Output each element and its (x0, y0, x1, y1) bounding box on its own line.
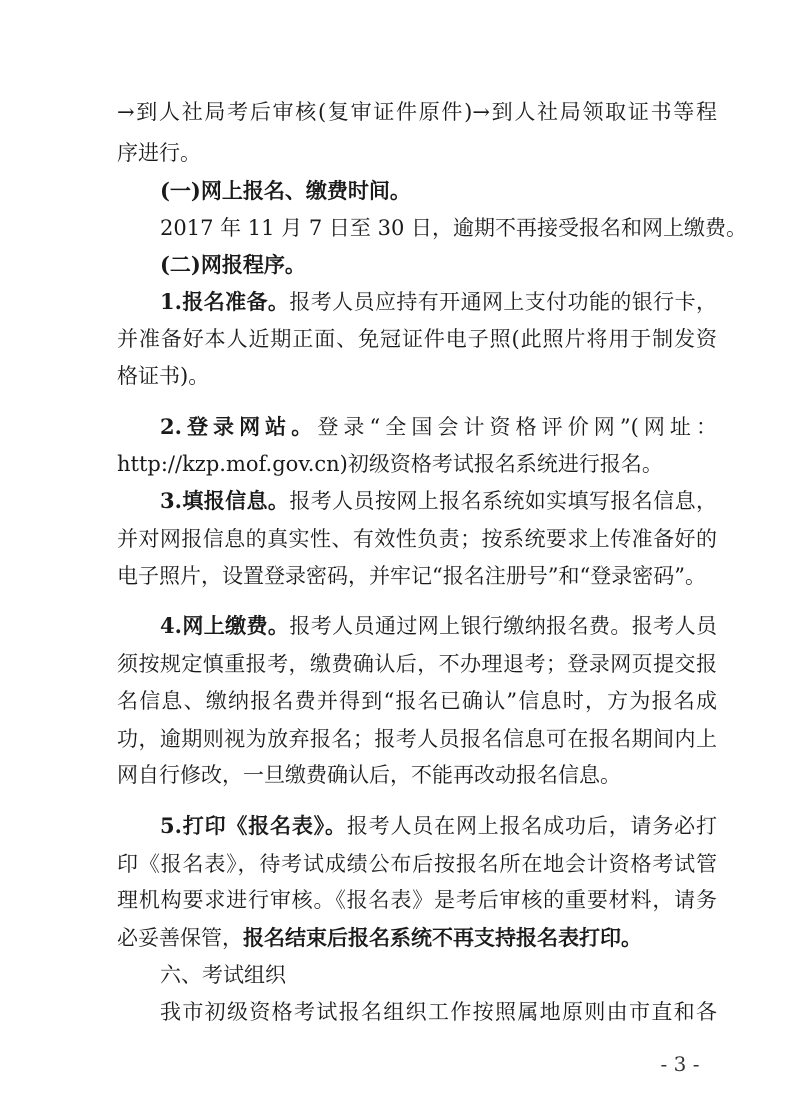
item-text: 报考人员通过网上银行缴纳报名费。报考人员 (289, 614, 717, 639)
page-number: - 3 - (660, 1052, 700, 1076)
item-lead: 3.填报信息。 (160, 488, 290, 514)
text-line: 并对网报信息的真实性、有效性负责；按系统要求上传准备好的 (117, 526, 717, 551)
paragraph-line (160, 288, 717, 316)
text-line: 2017 年 11 月 7 日至 30 日，逾期不再接受报名和网上缴费。 (160, 215, 747, 240)
item-text: 登录“全国会计资格评价网”(网址： (317, 414, 717, 439)
paragraph-line (160, 812, 717, 840)
text-line: 格证书)。 (117, 364, 210, 389)
item-text: 报考人员按网上报名系统如实填写报名信息， (289, 489, 717, 514)
section-heading: (一)网上报名、缴费时间。 (160, 178, 411, 204)
item-lead: 2.登录网站。 (160, 413, 318, 439)
paragraph-line (160, 487, 717, 515)
item-lead: 5.打印《报名表》。 (160, 812, 347, 838)
text-line: 印《报名表》，待考试成绩公布后按报名所在地会计资格考试管 (117, 851, 717, 876)
item-lead: 4.网上缴费。 (160, 613, 290, 639)
text-line: 网自行修改，一旦缴费确认后，不能再改动报名信息。 (117, 763, 621, 788)
section-heading: (二)网报程序。 (160, 251, 306, 277)
text-line: 并准备好本人近期正面、免冠证件电子照(此照片将用于制发资 (117, 327, 717, 352)
section-heading: 六、考试组织 (160, 962, 286, 987)
text-line: 名信息、缴纳报名费并得到“报名已确认”信息时，方为报名成 (117, 688, 717, 713)
text-line: →到人社局考后审核(复审证件原件)→到人社局领取证书等程 (117, 100, 717, 124)
text-line: http://kzp.mof.gov.cn)初级资格考试报名系统进行报名。 (117, 452, 663, 477)
emphasis-text: 报名结束后报名系统不再支持报名表打印。 (243, 925, 642, 951)
item-lead: 1.报名准备。 (160, 288, 290, 314)
text-line: 须按规定慎重报考，缴费确认后，不办理退考；登录网页提交报 (117, 652, 717, 676)
paragraph-line (160, 612, 717, 640)
item-text: 报考人员在网上报名成功后，请务必打 (346, 813, 717, 838)
text-line: 序进行。 (117, 141, 201, 166)
item-text: 报考人员应持有开通网上支付功能的银行卡， (289, 289, 717, 314)
item-text: 必妥善保管， (117, 926, 243, 951)
text-line: 电子照片，设置登录密码，并牢记“报名注册号”和“登录密码”。 (117, 563, 706, 588)
paragraph-line (160, 413, 717, 441)
text-line: 我市初级资格考试报名组织工作按照属地原则由市直和各 (160, 999, 717, 1024)
text-line: 功，逾期则视为放弃报名；报考人员报名信息可在报名期间内上 (117, 726, 717, 751)
paragraph-line (117, 924, 717, 952)
text-line: 理机构要求进行审核。《报名表》是考后审核的重要材料，请务 (117, 888, 717, 913)
